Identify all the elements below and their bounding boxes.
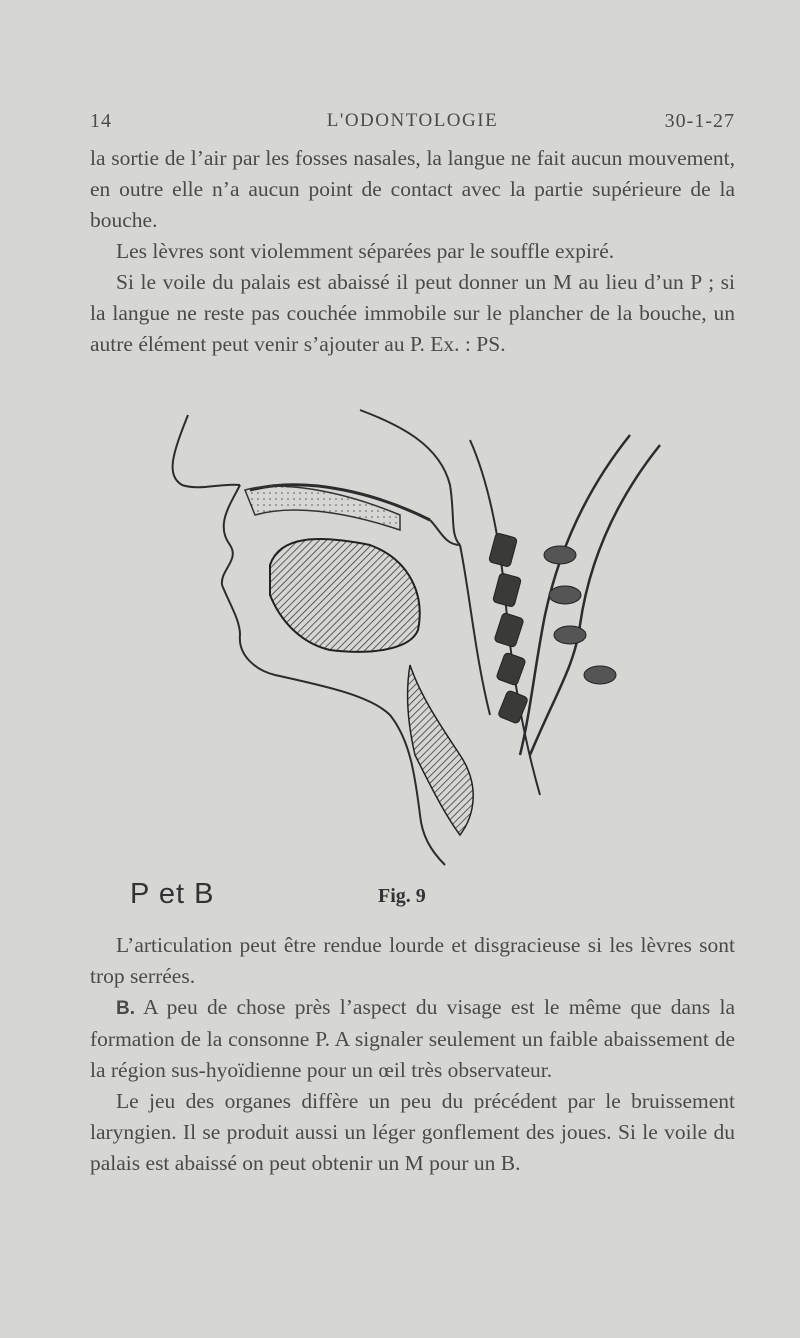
body-text-top bbox=[90, 143, 735, 360]
paragraph: la sortie de l’air par les fosses nasales, la langue ne fait aucun mouvement, en outre elle n’a aucun point de contact avec la partie supérieure de la bouche. bbox=[90, 146, 735, 232]
paragraph: Les lèvres sont violemment séparées par le souffle expiré. bbox=[116, 239, 615, 263]
paragraph bbox=[90, 992, 735, 1086]
paragraph-body: A peu de chose près l’aspect du visage est le même que dans la formation de la consonne P. A signaler seulement un faible abaissement de la région sus-hyoïdienne pour un œil très observateur. bbox=[90, 995, 735, 1082]
page-number: 14 bbox=[90, 110, 112, 132]
figure-number: Fig. 9 bbox=[378, 885, 426, 907]
paragraph: Si le voile du palais est abaissé il peut donner un M au lieu d’un P ; si la langue ne reste pas couchée immobile sur le plancher de la bouche, un autre élément peut venir s’ajouter au P. Ex. : PS. bbox=[90, 270, 735, 356]
sagittal-section-illustration bbox=[160, 395, 680, 885]
journal-title: L'ODONTOLOGIE bbox=[326, 110, 499, 131]
paragraph: L’articulation peut être rendue lourde et disgracieuse si les lèvres sont trop serrées. bbox=[90, 933, 735, 988]
paragraph: Le jeu des organes diffère un peu du précédent par le bruissement laryngien. Il se produit aussi un léger gonflement des joues. Si le voile du palais est abaissé on peut obtenir un M pour un B. bbox=[90, 1089, 735, 1175]
section-letter: B. bbox=[116, 998, 135, 1019]
figure-label: P et B bbox=[130, 878, 215, 910]
issue-date: 30-1-27 bbox=[664, 110, 735, 132]
running-header bbox=[90, 110, 735, 140]
body-text-bottom bbox=[90, 930, 735, 1179]
